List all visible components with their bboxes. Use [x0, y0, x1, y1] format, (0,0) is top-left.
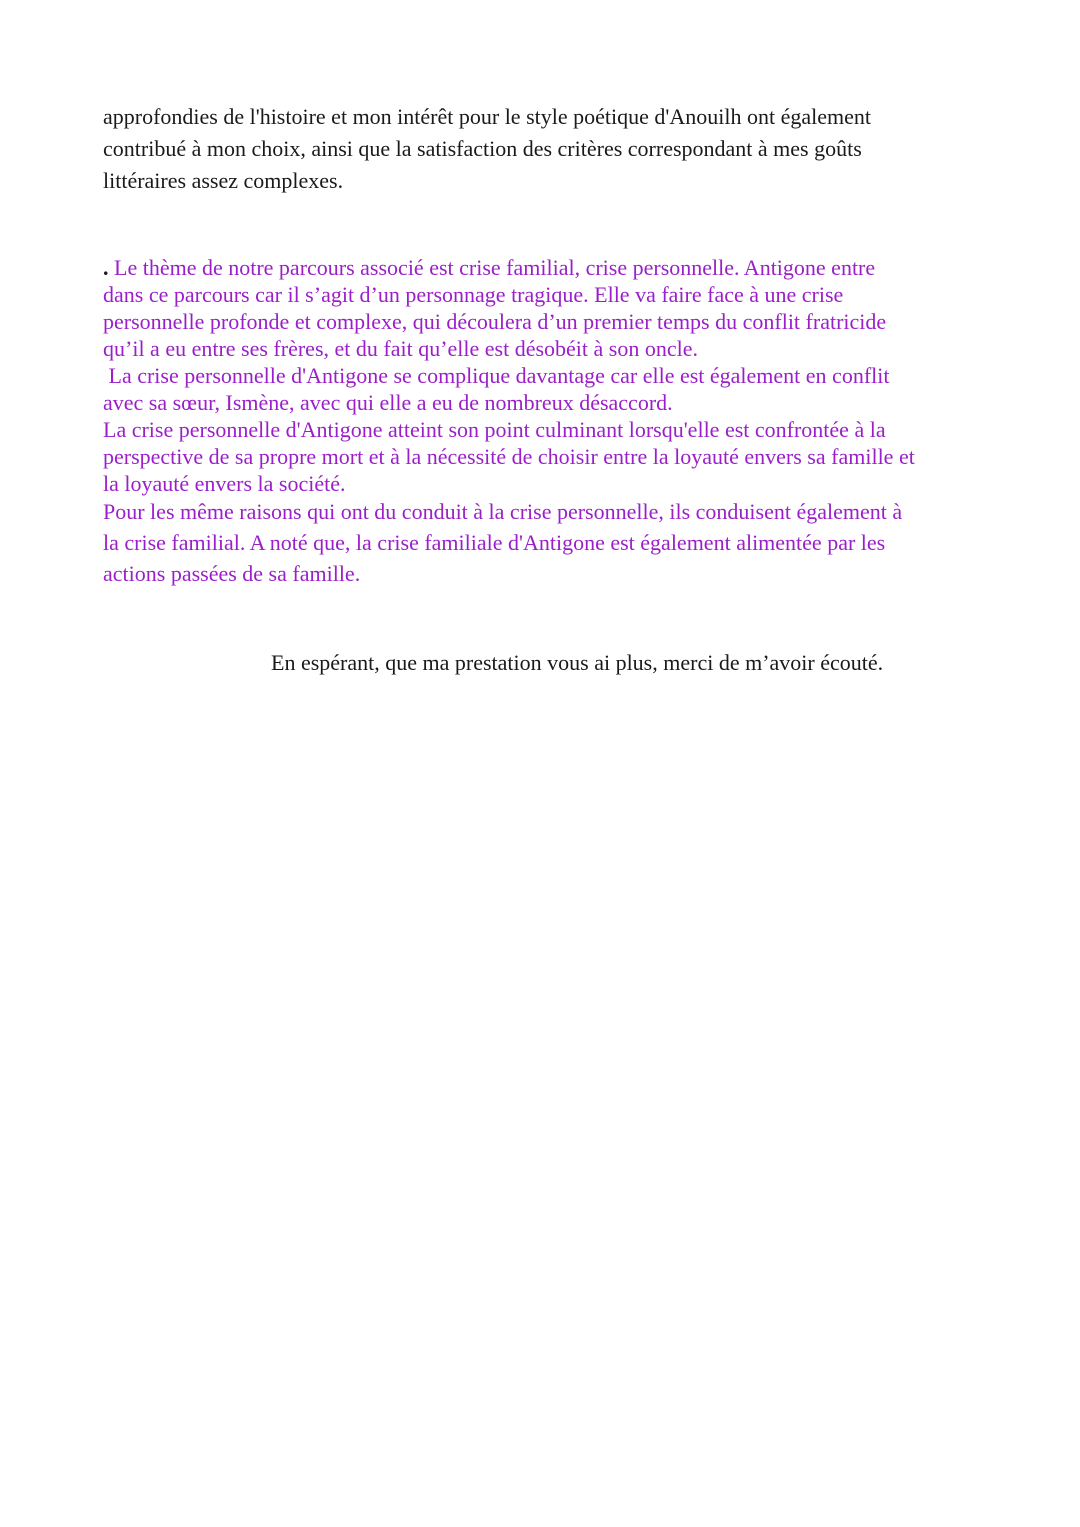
analysis-line-3: personnelle profonde et complexe, qui découlera d’un premier temps du conflit fratricide [103, 309, 887, 334]
analysis-bullet: . [103, 255, 109, 280]
analysis-line-2: dans ce parcours car il s’agit d’un personnage tragique. Elle va faire face à une crise [103, 282, 844, 307]
analysis-line-1-text: Le thème de notre parcours associé est crise familial, crise personnelle. Antigone entre [108, 255, 876, 280]
analysis-line-8: perspective de sa propre mort et à la nécessité de choisir entre la loyauté envers sa famille et [103, 444, 915, 469]
intro-line-2: contribué à mon choix, ainsi que la satisfaction des critères correspondant à mes goûts [103, 136, 862, 161]
closing-line: En espérant, que ma prestation vous ai plus, merci de m’avoir écouté. [271, 650, 884, 675]
intro-line-3: littéraires assez complexes. [103, 168, 344, 193]
analysis-line-5: La crise personnelle d'Antigone se complique davantage car elle est également en conflit [103, 363, 890, 388]
analysis-line-7: La crise personnelle d'Antigone atteint son point culminant lorsqu'elle est confrontée à la [103, 417, 886, 442]
analysis-line-6: avec sa sœur, Ismène, avec qui elle a eu de nombreux désaccord. [103, 390, 673, 415]
analysis-line-10: Pour les même raisons qui ont du conduit à la crise personnelle, ils conduisent également à [103, 499, 903, 524]
analysis-line-12: actions passées de sa famille. [103, 561, 361, 586]
intro-line-1: approfondies de l'histoire et mon intérêt pour le style poétique d'Anouilh ont également [103, 104, 871, 129]
analysis-line-9: la loyauté envers la société. [103, 471, 346, 496]
analysis-line-1 [103, 255, 875, 281]
analysis-line-11: la crise familial. A noté que, la crise familiale d'Antigone est également alimentée par les [103, 530, 886, 555]
analysis-line-4: qu’il a eu entre ses frères, et du fait qu’elle est désobéit à son oncle. [103, 336, 698, 361]
